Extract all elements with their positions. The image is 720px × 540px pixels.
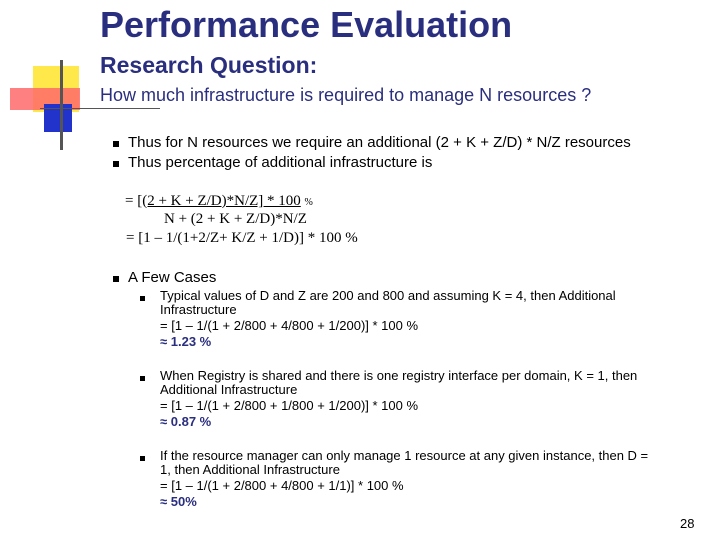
bullet-text: Thus for N resources we require an additional (2 + K + Z/D) * N/Z resources bbox=[128, 134, 631, 151]
formula-numerator: [(2 + K + Z/D)*N/Z] * 100 bbox=[137, 193, 301, 209]
bullet-marker bbox=[113, 161, 119, 167]
case-formula: = [1 – 1/(1 + 2/800 + 1/800 + 1/200)] * 100 % bbox=[160, 398, 419, 413]
formula-line-3: = [1 – 1/(1+2/Z+ K/Z + 1/D)] * 100 % bbox=[126, 230, 358, 246]
deco-vertical-line bbox=[60, 60, 63, 150]
research-question: How much infrastructure is required to manage N resources ? bbox=[100, 85, 592, 105]
formula-denominator: N + (2 + K + Z/D)*N/Z bbox=[164, 211, 307, 227]
case-formula: = [1 – 1/(1 + 2/800 + 4/800 + 1/1)] * 100 % bbox=[160, 478, 404, 493]
case-result: ≈ 0.87 % bbox=[160, 414, 212, 429]
deco-horizontal-line bbox=[40, 108, 160, 109]
case-line: 1, then Additional Infrastructure bbox=[160, 462, 340, 477]
case-line: Infrastructure bbox=[160, 302, 237, 317]
formula-prefix: = bbox=[125, 193, 138, 209]
page-number: 28 bbox=[680, 516, 695, 531]
case-result: ≈ 1.23 % bbox=[160, 334, 212, 349]
sub-bullet-marker bbox=[140, 376, 145, 381]
formula-line-1 bbox=[125, 193, 313, 210]
bullet-marker bbox=[113, 141, 119, 147]
sub-bullet-marker bbox=[140, 296, 145, 301]
case-line: If the resource manager can only manage 1 resource at any given instance, then D = bbox=[160, 448, 649, 463]
case-line: Additional Infrastructure bbox=[160, 382, 298, 397]
case-formula: = [1 – 1/(1 + 2/800 + 4/800 + 1/200)] * 100 % bbox=[160, 318, 419, 333]
formula-percent: % bbox=[304, 197, 313, 208]
bullet-marker bbox=[113, 276, 119, 282]
case-line: Typical values of D and Z are 200 and 800 and assuming K = 4, then Additional bbox=[160, 288, 616, 303]
page-subtitle: Research Question: bbox=[100, 52, 318, 78]
page-title: Performance Evaluation bbox=[100, 4, 513, 45]
case-result: ≈ 50% bbox=[160, 494, 197, 509]
case-line: When Registry is shared and there is one registry interface per domain, K = 1, then bbox=[160, 368, 638, 383]
cases-header: A Few Cases bbox=[128, 269, 217, 286]
sub-bullet-marker bbox=[140, 456, 145, 461]
bullet-text: Thus percentage of additional infrastructure is bbox=[128, 154, 433, 171]
